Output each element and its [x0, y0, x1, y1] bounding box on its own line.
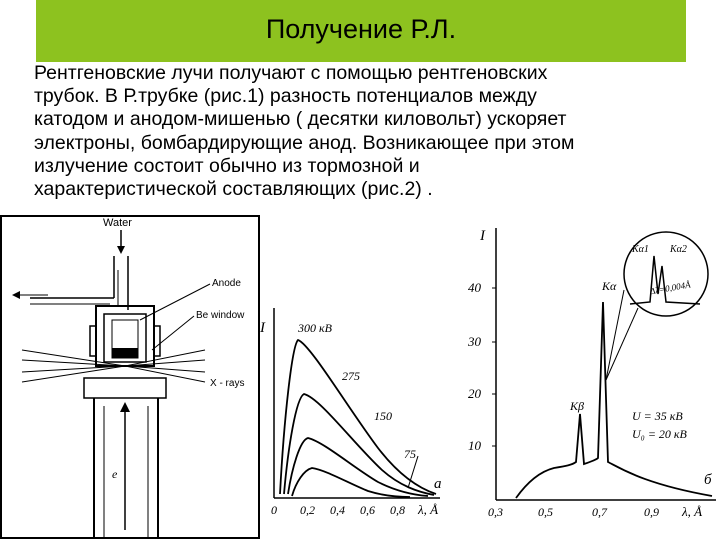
x-tick-07: 0,7	[592, 505, 607, 519]
be-window-label: Be window	[196, 310, 245, 321]
param-u: U = 35 кВ	[632, 409, 683, 423]
x-axis-label: λ, Å	[682, 504, 703, 519]
xray-tube-diagram	[0, 210, 262, 540]
y-axis-label: I	[260, 320, 265, 336]
curve-label-300: 300 кВ	[298, 321, 332, 335]
curve-275kv	[284, 394, 434, 495]
paragraph-line: трубок. В Р.трубке (рис.1) разность потенциалов между	[34, 85, 537, 108]
peak-kb-label: Kβ	[570, 399, 584, 413]
y-tick-20: 20	[468, 386, 481, 401]
anode-label: Anode	[212, 278, 241, 289]
y-axis-label: I	[480, 228, 485, 244]
peak-ka-label: Kα	[602, 279, 617, 293]
paragraph-line: электроны, бомбардирующие анод. Возникающее при этом	[34, 131, 575, 154]
x-tick-03: 0,3	[488, 505, 503, 519]
x-tick-0: 0	[271, 503, 277, 517]
y-tick-40: 40	[468, 280, 481, 295]
characteristic-spectrum	[454, 222, 720, 540]
inset-delta-label: Δλ=0,004Å	[649, 279, 692, 297]
electron-label: e	[112, 467, 118, 481]
curve-label-275: 275	[342, 369, 360, 383]
curve-label-150: 150	[374, 409, 392, 423]
curve-75kv	[292, 468, 410, 497]
paragraph-line: катодом и анодом-мишенью ( десятки киловольт) ускоряет	[34, 108, 567, 131]
x-axis-label: λ, Å	[418, 502, 439, 517]
x-tick-08: 0,8	[390, 503, 405, 517]
slide-title: Получение Р.Л.	[265, 14, 457, 44]
xrays-label: X - rays	[210, 378, 245, 389]
curve-300kv	[280, 340, 436, 494]
param-u0: U₀ = 20 кВ	[632, 427, 687, 441]
x-tick-09: 0,9	[644, 505, 659, 519]
paragraph-line: Рентгеновские лучи получают с помощью рентгеновских	[34, 62, 548, 84]
bremsstrahlung-spectra	[258, 298, 448, 540]
paragraph-line: излучение состоит обычно из тормозной и	[34, 154, 420, 177]
panel-label-a: а	[434, 476, 442, 492]
x-tick-06: 0,6	[360, 503, 375, 517]
water-label: Water	[103, 217, 132, 229]
x-tick-04: 0,4	[330, 503, 345, 517]
x-tick-02: 0,2	[300, 503, 315, 517]
panel-label-b: б	[704, 472, 712, 488]
inset-ka2-label: Kα2	[670, 244, 687, 255]
curve-label-75: 75	[404, 447, 416, 461]
title-bar	[36, 0, 686, 62]
body-paragraph	[34, 62, 694, 201]
x-tick-05: 0,5	[538, 505, 553, 519]
y-tick-30: 30	[468, 334, 481, 349]
inset-ka1-label: Kα1	[632, 244, 649, 255]
paragraph-line: характеристической составляющих (рис.2) .	[34, 178, 433, 201]
spectrum-curve	[516, 302, 712, 498]
y-tick-10: 10	[468, 438, 481, 453]
